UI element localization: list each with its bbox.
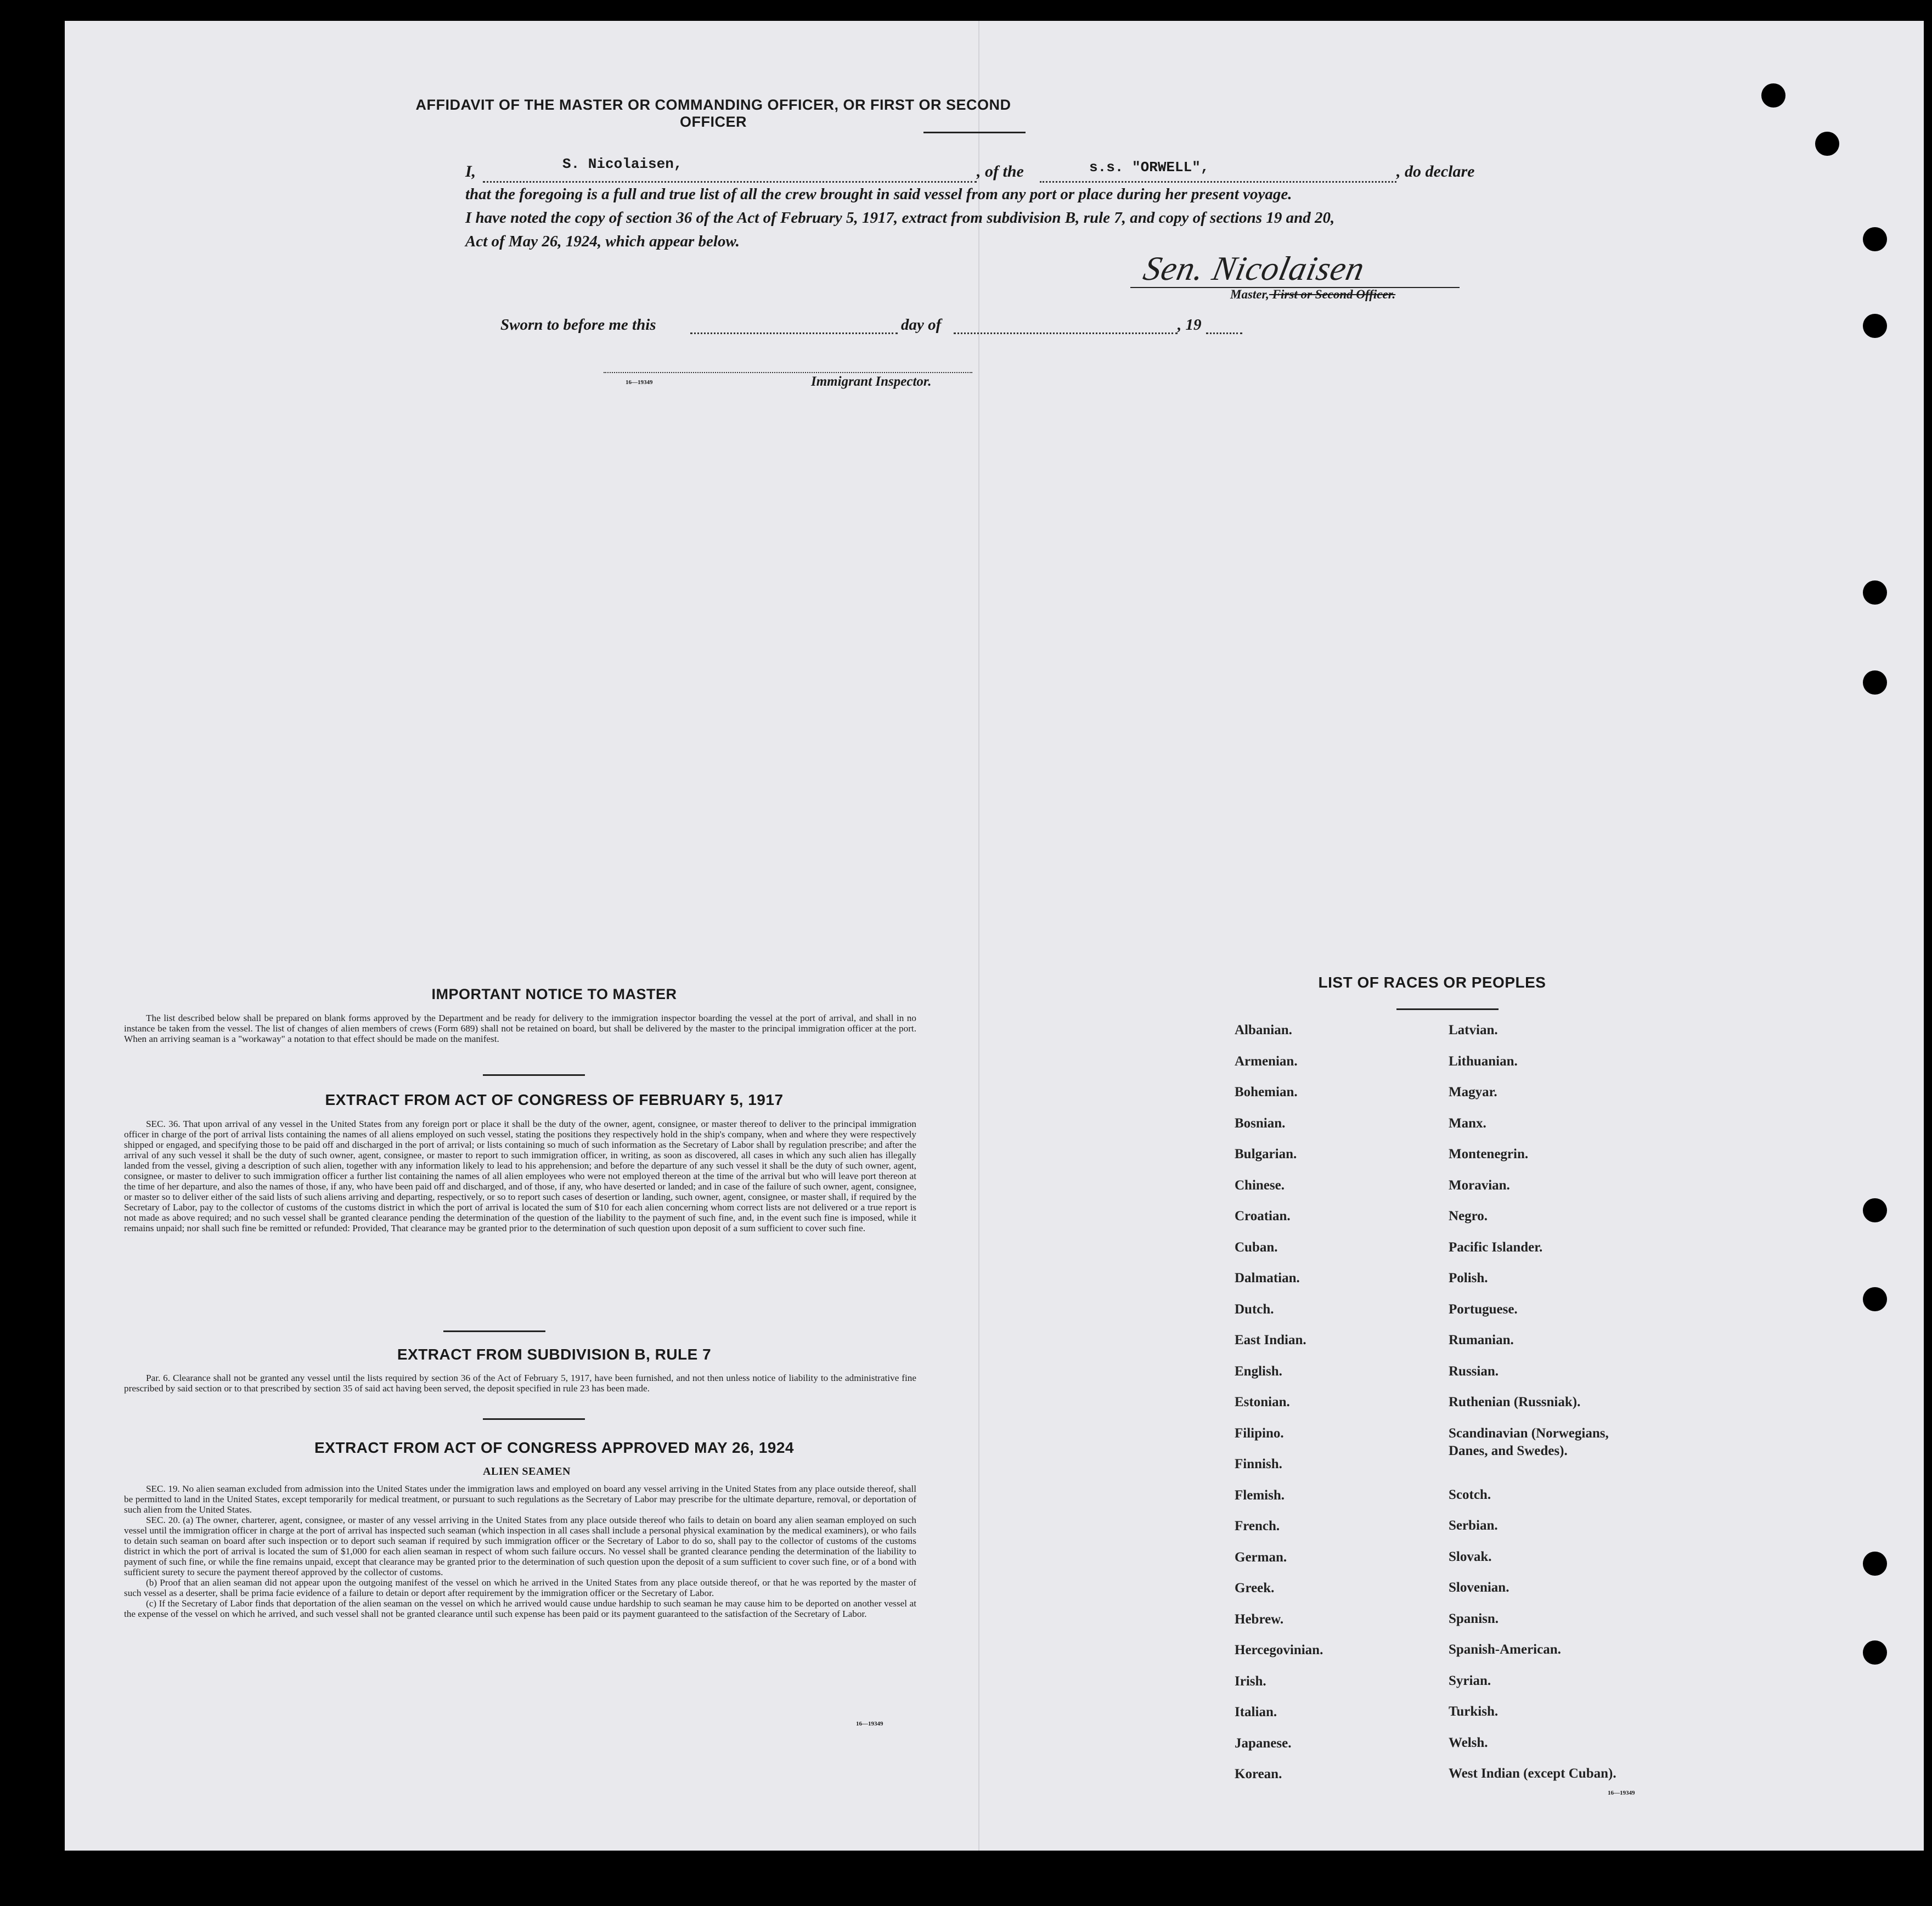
races-form-number: 16—19349 xyxy=(1608,1790,1635,1796)
sec-20b-text: (b) Proof that an alien seaman did not appear upon the outgoing manifest of the vessel on which he arrived in the United States from any place outside thereof, or that he was reported by the master of such vessel as a deserter, shall be prima facie evidence of a failure to detain or deport after requirement by the immigration officer or the Secretary of Labor. xyxy=(124,1577,916,1598)
race-item: Flemish. xyxy=(1235,1487,1285,1503)
race-item: Hercegovinian. xyxy=(1235,1643,1323,1657)
notice-text: The list described below shall be prepared on blank forms approved by the Department and be ready for delivery to the immigration inspector boarding the vessel at the port of arrival, and shall in no instance be taken from the vessel. The list of changes of alien members of crews (Form 689) shall not be retained on board, but shall be delivered by the master to the principal immigration officer at the port. When an arriving seaman is a "workaway" a notation to that effect should be made on the manifest. xyxy=(124,1013,916,1044)
affidavit-i-label: I, xyxy=(465,162,476,181)
extract-1924-subtitle: ALIEN SEAMEN xyxy=(483,1465,571,1478)
race-item: Croatian. xyxy=(1235,1209,1291,1223)
binder-hole xyxy=(1863,1640,1887,1665)
race-item: Armenian. xyxy=(1235,1053,1298,1069)
binder-hole xyxy=(1863,1287,1887,1311)
race-item: Serbian. xyxy=(1449,1518,1498,1533)
race-item: Danes, and Swedes). xyxy=(1449,1443,1568,1458)
binder-hole xyxy=(1863,1198,1887,1222)
race-item: Polish. xyxy=(1449,1271,1488,1285)
races-title-underline xyxy=(1396,1008,1499,1010)
race-item: Moravian. xyxy=(1449,1177,1510,1193)
race-item: Filipino. xyxy=(1235,1425,1284,1441)
race-item: Russian. xyxy=(1449,1363,1499,1379)
binder-hole xyxy=(1863,580,1887,605)
binder-hole xyxy=(1863,1552,1887,1576)
notice-title: IMPORTANT NOTICE TO MASTER xyxy=(431,986,677,1002)
section-divider xyxy=(483,1074,585,1076)
race-item: Bulgarian. xyxy=(1235,1147,1297,1161)
race-item: Magyar. xyxy=(1449,1085,1497,1099)
master-signature: Sen. Nicolaisen xyxy=(1140,250,1368,287)
sec-20c-text: (c) If the Secretary of Labor finds that deportation of the alien seaman on the vessel on which he arrived would cause undue hardship to such seaman he may cause him to be deported on another vessel at the expense of the vessel on which he arrived, and such vessel shall not be granted clearance until such expense has been paid or its payment guaranteed to the satisfaction of the Secretary of Labor. xyxy=(124,1598,916,1619)
race-item: English. xyxy=(1235,1363,1282,1379)
race-item: Scotch. xyxy=(1449,1487,1491,1502)
day-of-label: day of xyxy=(901,316,942,334)
race-item: Negro. xyxy=(1449,1209,1488,1223)
extract-1924-form-number: 16—19349 xyxy=(856,1721,883,1727)
race-item: Finnish. xyxy=(1235,1457,1282,1471)
race-item: French. xyxy=(1235,1519,1280,1533)
race-item: Latvian. xyxy=(1449,1023,1498,1037)
affidavit-form-number: 16—19349 xyxy=(626,379,653,386)
race-item: Turkish. xyxy=(1449,1704,1499,1719)
binder-hole xyxy=(1761,83,1785,108)
race-item: Lithuanian. xyxy=(1449,1053,1518,1069)
races-column-1 xyxy=(1235,1023,1323,1798)
races-column-2 xyxy=(1449,1023,1616,1797)
race-item: Italian. xyxy=(1235,1705,1277,1719)
race-item: Dalmatian. xyxy=(1235,1271,1300,1285)
race-item: Bohemian. xyxy=(1235,1085,1298,1099)
extract-1917-title: EXTRACT FROM ACT OF CONGRESS OF FEBRUARY 5, 1917 xyxy=(325,1091,784,1108)
race-item: Montenegrin. xyxy=(1449,1147,1529,1161)
race-item: Hebrew. xyxy=(1235,1611,1284,1627)
extract-1917-text: SEC. 36. That upon arrival of any vessel in the United States from any foreign port or place it shall be the duty of the owner, agent, consignee, or master thereof to deliver to the principal immigration officer in charge of the port of arrival lists containing the names of all aliens employed on such vessel, stating the positions they respectively hold in the ship's company, when and where they were respectively shipped or engaged, and specifying those to be paid off and discharged in the port of arrival; or lists containing so much of such information as the Secretary of Labor shall by regulation prescribe; and after the arrival of any such vessel it shall be the duty of such owner, agent, consignee, or master to report to such immigration officer, in writing, as soon as discovered, all cases in which any such alien has illegally landed from the vessel, giving a description of such alien, together with any information likely to lead to his apprehension; and before the departure of any such vessel it shall be the duty of such owner, agent, consignee, or master to deliver to such immigration officer a further list containing the names of all alien employees who were not employed thereon at the time of the arrival but who will leave port thereon at the time of her departure, and also the names of those, if any, who have been paid off and discharged, and of those, if any, who have deserted or landed; and in case of the failure of such owner, agent, consignee, or master so to deliver either of the said lists of such aliens arriving and departing, respectively, or so to report such cases of desertion or landing, such owner, agent, consignee, or master shall, if required by the Secretary of Labor, pay to the collector of customs of the customs district in which the port of arrival is located the sum of $10 for each alien concerning whom correct lists are not delivered or a true report is not made as above required; and no such vessel shall be granted clearance pending the determination of the question of the liability to the payment of such fine, and, in the event such fine is imposed, while it remains unpaid; nor shall such fine be remitted or refunded: Provided, That clearance may be granted prior to the determination of such question upon deposit of a sum sufficient to cover such fine. xyxy=(124,1119,916,1233)
race-item: Chinese. xyxy=(1235,1177,1285,1193)
signer-title xyxy=(1230,287,1395,302)
signer-title-master: Master, xyxy=(1230,287,1269,301)
year-label: , 19 xyxy=(1178,316,1202,334)
race-item: Greek. xyxy=(1235,1581,1275,1595)
sworn-year-line xyxy=(1206,332,1242,334)
race-item: Korean. xyxy=(1235,1767,1282,1781)
sworn-month-line xyxy=(954,332,1178,334)
section-divider xyxy=(443,1330,545,1332)
race-item: West Indian (except Cuban). xyxy=(1449,1766,1616,1781)
race-item: Cuban. xyxy=(1235,1239,1278,1255)
extract-b-text: Par. 6. Clearance shall not be granted any vessel until the lists required by section 36 of the Act of February 5, 1917, have been furnished, and not then unless notice of liability to the administrative fine prescribed by said section or to that prescribed by section 35 of said act having been served, the deposit specified in rule 23 has been made. xyxy=(124,1373,916,1394)
of-the-label: , of the xyxy=(977,162,1024,181)
sec-20a-text: SEC. 20. (a) The owner, charterer, agent, consignee, or master of any vessel arriving in the United States from any place outside thereof who fails to detain on board any alien seaman employed on such vessel until the immigration officer in charge at the port of arrival has inspected such seaman (which inspection in all cases shall include a personal physical examination by the medical examiners), or who fails to detain such seaman on board after such inspection or to deport such seaman if required by such immigration officer or the Secretary of Labor to do so, shall pay to the collector of customs of the customs district in which the port of arrival is located the sum of $1,000 for each alien seaman in respect of whom such failure occurs. No vessel shall be granted clearance pending the determination of the liability to payment of such fine, or while the fine remains unpaid, except that clearance may be granted prior to the determination of such question upon the deposit of a sum sufficient to cover such fine, or of a bond with sufficient surety to secure the payment thereof approved by the collector of customs. xyxy=(124,1515,916,1577)
extract-1924-title: EXTRACT FROM ACT OF CONGRESS APPROVED MAY 26, 1924 xyxy=(314,1439,794,1456)
race-item: Syrian. xyxy=(1449,1673,1491,1688)
affidavit-line-2: that the foregoing is a full and true list of all the crew brought in said vessel from any port or place during her present voyage. xyxy=(465,185,1292,203)
race-item: Rumanian. xyxy=(1449,1333,1514,1347)
race-item: Slovak. xyxy=(1449,1549,1492,1564)
race-item: Bosnian. xyxy=(1235,1115,1286,1131)
sworn-label: Sworn to before me this xyxy=(500,316,656,334)
race-item: Pacific Islander. xyxy=(1449,1239,1543,1255)
race-item: Manx. xyxy=(1449,1115,1486,1131)
extract-1924-body xyxy=(124,1484,916,1619)
vessel-name-line xyxy=(1040,181,1396,183)
race-item: Slovenian. xyxy=(1449,1580,1509,1595)
vessel-name-field: s.s. "ORWELL", xyxy=(1089,159,1209,176)
race-item: East Indian. xyxy=(1235,1333,1306,1347)
affidavit-title: AFFIDAVIT OF THE MASTER OR COMMANDING OFFICER, OR FIRST OR SECOND OFFICER xyxy=(415,97,1011,130)
race-item: Scandinavian (Norwegians, xyxy=(1449,1425,1609,1441)
inspector-label: Immigrant Inspector. xyxy=(811,374,932,389)
race-item: Estonian. xyxy=(1235,1395,1290,1409)
race-item: Spanisn. xyxy=(1449,1611,1499,1626)
page-fold-line xyxy=(978,21,979,1851)
race-item: Ruthenian (Russniak). xyxy=(1449,1395,1581,1409)
title-underline xyxy=(923,132,1026,133)
sworn-day-line xyxy=(690,332,898,334)
binder-hole xyxy=(1863,670,1887,695)
signer-title-struck: First or Second Officer. xyxy=(1269,287,1396,301)
race-item: Welsh. xyxy=(1449,1735,1488,1750)
race-item: Albanian. xyxy=(1235,1023,1292,1037)
race-item: Portuguese. xyxy=(1449,1301,1518,1317)
declare-label: , do declare xyxy=(1396,162,1475,181)
races-title: LIST OF RACES OR PEOPLES xyxy=(1318,974,1546,991)
master-name-line xyxy=(483,181,977,183)
race-item: Dutch. xyxy=(1235,1301,1274,1317)
inspector-signature-line xyxy=(604,372,972,373)
race-item: Irish. xyxy=(1235,1673,1266,1689)
affidavit-line-3: I have noted the copy of section 36 of the Act of February 5, 1917, extract from subdivision B, rule 7, and copy of sections 19 and 20, xyxy=(465,209,1335,227)
race-item: Spanish-American. xyxy=(1449,1642,1561,1657)
sec-19-text: SEC. 19. No alien seaman excluded from admission into the United States under the immigration laws and employed on board any vessel arriving in the United States from any place outside thereof, shall be permitted to land in the United States, except temporarily for medical treatment, or pursuant to such regulations as the Secretary of Labor may prescribe for the ultimate departure, removal, or deportation of such alien from the United States. xyxy=(124,1484,916,1515)
master-name-field: S. Nicolaisen, xyxy=(562,156,683,172)
race-item: German. xyxy=(1235,1549,1287,1565)
binder-hole xyxy=(1863,227,1887,251)
binder-hole xyxy=(1815,132,1839,156)
section-divider xyxy=(483,1418,585,1420)
binder-hole xyxy=(1863,314,1887,338)
extract-b-title: EXTRACT FROM SUBDIVISION B, RULE 7 xyxy=(397,1346,712,1363)
affidavit-line-4: Act of May 26, 1924, which appear below. xyxy=(465,233,740,250)
race-item: Japanese. xyxy=(1235,1735,1292,1751)
